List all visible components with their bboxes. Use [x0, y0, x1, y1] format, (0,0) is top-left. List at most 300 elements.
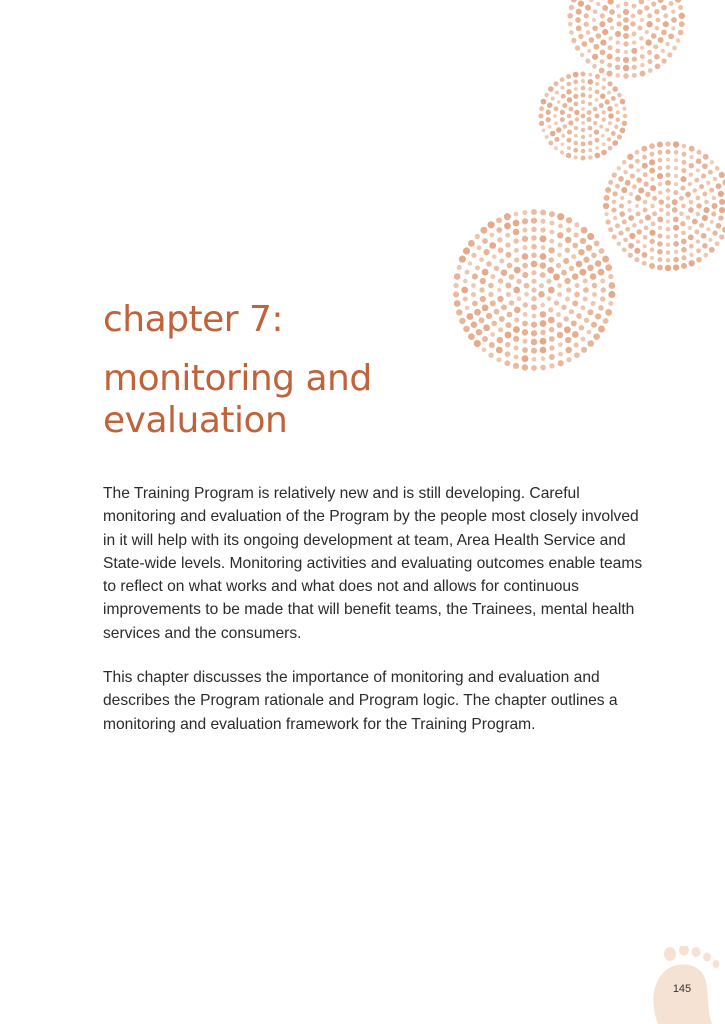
dot — [523, 312, 528, 317]
dot — [604, 212, 608, 216]
dot — [719, 199, 725, 205]
dot — [686, 215, 691, 220]
dot — [678, 30, 684, 36]
dot — [497, 337, 503, 343]
dot — [694, 178, 699, 183]
dot — [628, 243, 634, 249]
dot — [643, 235, 648, 240]
dot — [657, 257, 662, 262]
dot — [693, 188, 697, 192]
dot — [634, 248, 640, 254]
dot — [703, 154, 709, 160]
dot — [607, 17, 613, 23]
dot — [540, 227, 545, 232]
dot — [496, 227, 502, 233]
dot — [578, 0, 584, 6]
dot — [607, 63, 612, 68]
dot — [563, 124, 567, 128]
dot — [574, 155, 578, 159]
dot — [617, 134, 622, 139]
dot — [618, 231, 623, 236]
dot — [652, 211, 657, 216]
dot — [701, 174, 706, 179]
dot — [566, 227, 571, 232]
dot — [658, 166, 663, 171]
dot — [666, 188, 671, 193]
dot — [592, 64, 597, 69]
dot — [696, 212, 700, 216]
dot — [658, 226, 662, 230]
intro-paragraph: The Training Program is relatively new and is still developing. Careful monitoring and evaluation of the Program by the people most closely involved in it will help with its ongoing development at team, Area Health Service and State-wide levels. Monitoring activities and evaluating outcomes enable teams to reflect on what works and what does not and allows for continuous improvements to be made that will benefit teams, the Trainees, mental health services and the consumers. — [103, 485, 643, 642]
dot — [592, 283, 598, 289]
dot — [487, 221, 494, 228]
dot — [546, 117, 551, 122]
dot — [629, 192, 633, 196]
dot — [649, 143, 655, 149]
dot — [581, 128, 585, 132]
dot — [506, 292, 511, 297]
dot — [592, 292, 597, 297]
dot — [666, 196, 670, 200]
dot — [540, 347, 547, 354]
dot — [627, 154, 633, 160]
dot — [573, 72, 579, 78]
dot — [580, 238, 586, 244]
overview-paragraph: This chapter discusses the importance of monitoring and evaluation and describes the Program rationale and Program logic. The chapter outlines a monitoring and evaluation framework for the Training Program. — [103, 669, 618, 733]
dot — [605, 99, 610, 104]
dot — [647, 13, 652, 18]
dot — [583, 296, 588, 301]
dot — [607, 81, 612, 86]
dot — [531, 339, 538, 346]
dot — [555, 91, 559, 95]
dot — [578, 249, 584, 255]
dot — [573, 94, 578, 99]
dot — [619, 203, 624, 208]
dot — [600, 59, 605, 64]
dot — [645, 39, 651, 45]
dot — [474, 309, 481, 316]
dot — [623, 170, 627, 174]
dot — [607, 137, 611, 141]
dot — [522, 218, 528, 224]
dot — [593, 44, 599, 50]
dot — [581, 142, 586, 147]
dot — [569, 266, 574, 271]
dot — [581, 86, 586, 91]
dot — [579, 325, 585, 331]
dot — [569, 107, 574, 112]
dot — [631, 14, 636, 19]
dot — [696, 158, 702, 164]
dot — [643, 200, 648, 205]
dot — [631, 48, 637, 54]
dot — [497, 237, 502, 242]
dot — [623, 114, 627, 118]
dot — [644, 226, 649, 231]
dot — [617, 241, 622, 246]
dot — [608, 227, 613, 232]
dot — [616, 4, 620, 8]
dot — [592, 25, 598, 31]
dot — [574, 126, 578, 130]
dot — [614, 103, 618, 107]
dot — [585, 59, 590, 64]
dot — [509, 300, 514, 305]
dot — [516, 279, 521, 284]
dot — [548, 141, 553, 146]
dot — [648, 68, 653, 73]
dot — [489, 342, 495, 348]
dot — [673, 264, 679, 270]
dot — [588, 134, 592, 138]
dot — [632, 4, 637, 9]
dot — [616, 40, 620, 44]
dot — [612, 172, 617, 177]
dot — [588, 102, 592, 106]
dot — [588, 155, 592, 159]
dot — [627, 200, 631, 204]
dot — [608, 180, 613, 185]
dot — [574, 342, 579, 347]
dot — [557, 332, 563, 338]
dot — [599, 21, 605, 27]
dot — [468, 261, 473, 266]
dot — [471, 283, 476, 288]
dot — [651, 33, 657, 39]
dot — [675, 0, 681, 3]
dot — [661, 49, 665, 53]
dot — [602, 78, 606, 82]
dot — [532, 314, 537, 319]
dot — [685, 191, 691, 197]
dot — [540, 235, 547, 242]
dot — [709, 188, 714, 193]
dot — [607, 91, 611, 95]
dot — [595, 153, 601, 159]
dot — [658, 158, 663, 163]
dot — [523, 302, 528, 307]
dot — [680, 176, 686, 182]
dot — [678, 5, 683, 10]
dot — [554, 146, 558, 150]
dot — [600, 39, 606, 45]
dot — [531, 209, 537, 215]
dot — [465, 270, 470, 275]
dot — [459, 256, 466, 263]
dot — [672, 199, 678, 205]
dot — [587, 265, 594, 272]
dot — [604, 195, 610, 201]
dot — [702, 243, 708, 249]
dot — [496, 357, 501, 362]
dot — [608, 301, 613, 306]
dot — [605, 187, 611, 193]
dot — [643, 244, 647, 248]
dot — [615, 65, 620, 70]
dot — [579, 269, 586, 276]
dot — [585, 5, 591, 11]
dot — [513, 336, 519, 342]
dot — [671, 26, 675, 30]
dot — [665, 265, 672, 272]
dot — [657, 265, 663, 271]
dot — [657, 173, 663, 179]
dot — [616, 21, 621, 26]
dot — [603, 203, 609, 209]
dot — [636, 168, 640, 172]
dot — [589, 0, 593, 2]
dot — [522, 253, 529, 260]
dot — [479, 287, 484, 292]
dot — [584, 318, 589, 323]
dot — [548, 86, 554, 92]
dot — [674, 150, 679, 155]
dot — [588, 141, 593, 146]
dot — [483, 249, 489, 255]
dot — [615, 48, 620, 53]
dot — [558, 352, 563, 357]
dot — [566, 217, 572, 223]
dot — [583, 257, 589, 263]
dot — [608, 113, 614, 119]
dot — [581, 107, 585, 111]
dot — [581, 347, 587, 353]
dot — [613, 216, 617, 220]
dot — [715, 166, 720, 171]
dot — [522, 210, 527, 215]
dot — [702, 163, 708, 169]
dot — [576, 261, 583, 268]
dot — [514, 267, 521, 274]
dot — [565, 337, 571, 343]
dot — [681, 168, 686, 173]
dot — [465, 306, 470, 311]
dot — [605, 219, 610, 224]
dot — [497, 288, 502, 293]
dot — [598, 269, 605, 276]
dot — [539, 121, 544, 126]
dot — [522, 272, 528, 278]
dot — [674, 182, 678, 186]
dot — [681, 204, 686, 209]
dot — [553, 114, 557, 118]
dot — [595, 146, 599, 150]
dot — [563, 316, 568, 321]
dot — [539, 106, 544, 111]
dot — [532, 357, 537, 362]
dot — [665, 203, 670, 208]
dot — [614, 125, 618, 129]
dot — [504, 360, 510, 366]
dot — [625, 180, 631, 186]
dot — [561, 134, 565, 138]
dot — [574, 110, 579, 115]
dot — [657, 233, 662, 238]
dot — [557, 253, 562, 258]
dot — [588, 79, 594, 85]
dot — [666, 219, 670, 223]
footprint-toe — [664, 947, 676, 961]
dot — [600, 296, 605, 301]
dot — [567, 130, 572, 135]
chapter-title-line-1: monitoring and — [103, 358, 372, 399]
dot — [637, 9, 643, 15]
dot — [548, 125, 552, 129]
dot — [479, 317, 485, 323]
dot — [696, 239, 700, 243]
dot — [522, 236, 528, 242]
dot — [549, 221, 554, 226]
dot — [505, 242, 510, 247]
dot — [540, 311, 547, 318]
dot — [715, 241, 720, 246]
dot — [555, 137, 560, 142]
dot — [561, 142, 565, 146]
dot — [566, 357, 571, 362]
dot — [674, 158, 678, 162]
dot — [514, 345, 519, 350]
dot — [548, 307, 553, 312]
dot — [551, 96, 555, 100]
dot — [632, 184, 637, 189]
dot — [548, 317, 555, 324]
dot — [580, 71, 585, 76]
dot — [490, 300, 496, 306]
dot — [679, 21, 685, 27]
dot — [581, 114, 586, 119]
dot — [476, 329, 482, 335]
dot — [671, 17, 677, 23]
dot — [665, 141, 670, 146]
dot — [587, 233, 594, 240]
dot — [501, 304, 507, 310]
dot — [567, 97, 572, 102]
dot — [688, 226, 692, 230]
dot — [699, 184, 704, 189]
dot — [522, 339, 527, 344]
dot — [653, 44, 658, 49]
dot — [549, 363, 554, 368]
dot — [541, 99, 547, 105]
dot — [522, 321, 528, 327]
dot — [457, 265, 462, 270]
dot — [569, 5, 574, 10]
dot — [612, 191, 617, 196]
dot — [708, 170, 713, 175]
dot — [674, 166, 678, 170]
dot — [661, 30, 667, 36]
dot — [657, 216, 663, 222]
dot — [581, 79, 585, 83]
dot — [625, 227, 630, 232]
dot — [612, 86, 618, 92]
dot — [696, 168, 700, 172]
dot — [506, 252, 512, 258]
dot — [632, 65, 637, 70]
dot — [602, 110, 606, 114]
dot — [568, 120, 573, 125]
dot — [574, 101, 579, 106]
dot — [680, 186, 685, 191]
dot — [627, 208, 631, 212]
dot — [468, 240, 475, 247]
dot — [509, 274, 515, 280]
dot — [666, 243, 670, 247]
dot — [681, 160, 686, 165]
dot — [540, 210, 546, 216]
dot — [623, 17, 629, 23]
dot-circle-motif-icon — [603, 141, 725, 271]
dot — [560, 117, 565, 122]
dot — [482, 238, 488, 244]
dot — [639, 0, 644, 4]
dot — [623, 237, 628, 242]
dot — [595, 82, 599, 86]
dot — [591, 301, 596, 306]
dot — [615, 184, 620, 189]
dot — [599, 125, 603, 129]
dot — [602, 5, 608, 11]
dot — [494, 309, 500, 315]
dot — [620, 99, 626, 105]
dot — [505, 342, 511, 348]
dot — [617, 166, 621, 170]
dot — [590, 273, 597, 280]
dot — [587, 117, 592, 122]
dot — [565, 347, 571, 353]
dot — [453, 283, 458, 288]
dot — [564, 326, 571, 333]
dot — [572, 300, 578, 306]
dot — [574, 352, 580, 358]
dot — [514, 238, 519, 243]
dot — [504, 213, 511, 220]
dot — [624, 2, 629, 7]
dot — [595, 89, 600, 94]
dot — [580, 53, 584, 57]
dot — [623, 41, 628, 46]
dot — [615, 223, 620, 228]
dot — [622, 107, 626, 111]
dot — [482, 336, 488, 342]
dot — [588, 94, 592, 98]
dot — [689, 253, 693, 257]
dot — [630, 21, 635, 26]
dot — [513, 220, 520, 227]
dot — [513, 363, 519, 369]
dot — [558, 360, 564, 366]
dot — [486, 261, 492, 267]
dot — [716, 183, 722, 189]
dot — [480, 296, 486, 302]
dot — [679, 196, 684, 201]
dot — [712, 230, 717, 235]
dot — [507, 312, 513, 318]
dot — [576, 313, 582, 319]
dot — [472, 273, 478, 279]
dot — [522, 227, 527, 232]
dot — [601, 287, 606, 292]
dot — [565, 237, 572, 244]
dot — [575, 45, 580, 50]
dot — [600, 13, 605, 18]
dot — [661, 5, 667, 11]
dot — [637, 25, 642, 30]
dot — [538, 291, 545, 298]
dot — [601, 86, 605, 90]
dot — [623, 57, 629, 63]
